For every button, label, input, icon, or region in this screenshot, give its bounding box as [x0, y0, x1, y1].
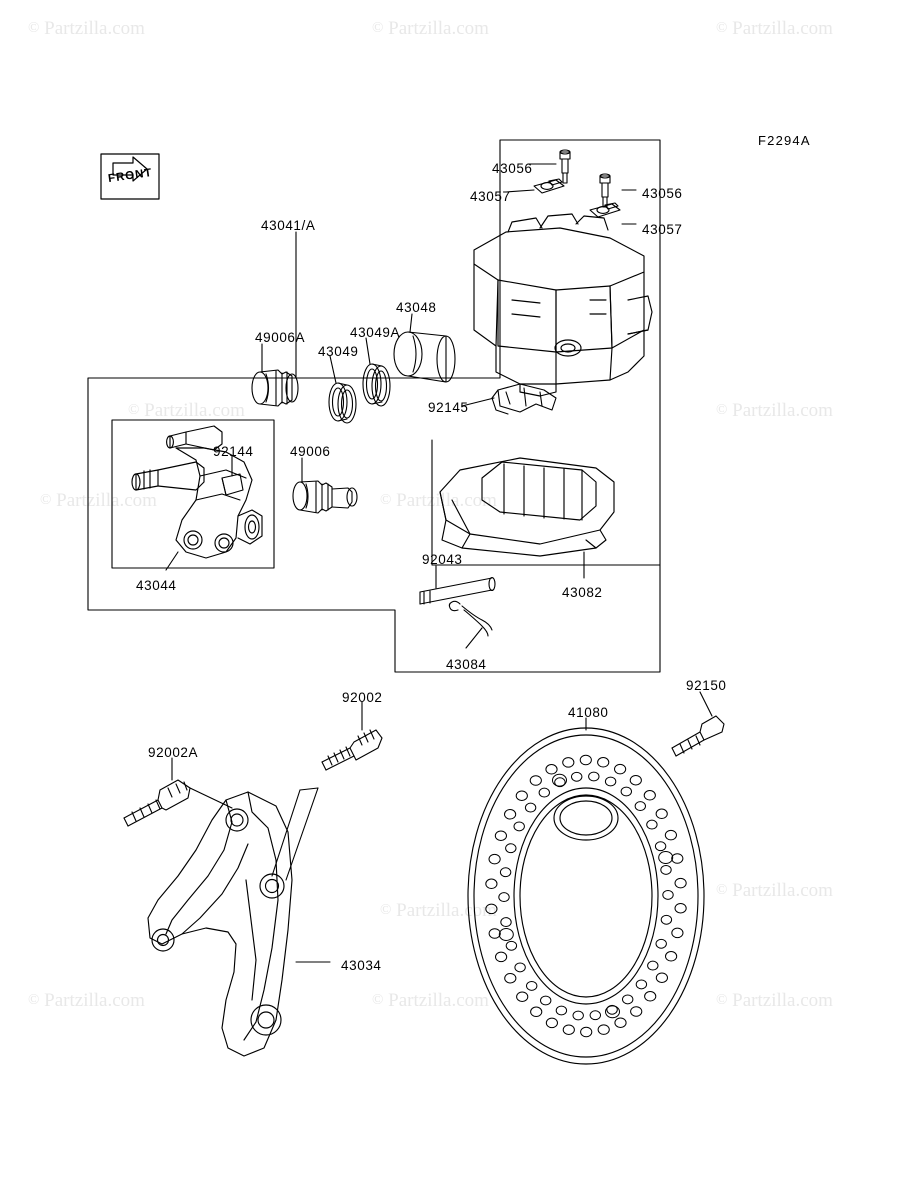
watermark: © Partzilla.com: [716, 990, 833, 1011]
part-number-49006[interactable]: 49006: [290, 444, 331, 459]
diagram-code: F2294A: [758, 133, 811, 148]
part-number-43084[interactable]: 43084: [446, 657, 487, 672]
watermark: © Partzilla.com: [716, 400, 833, 421]
watermark: © Partzilla.com: [40, 490, 157, 511]
part-number-43048[interactable]: 43048: [396, 300, 437, 315]
part-number-92002[interactable]: 92002: [342, 690, 383, 705]
part-number-92002A[interactable]: 92002A: [148, 745, 199, 760]
watermark: © Partzilla.com: [380, 900, 497, 921]
part-number-41080[interactable]: 41080: [568, 705, 609, 720]
part-number-43057[interactable]: 43057: [642, 222, 683, 237]
part-number-43056[interactable]: 43056: [642, 186, 683, 201]
watermark: © Partzilla.com: [372, 18, 489, 39]
part-number-43041-A[interactable]: 43041/A: [261, 218, 316, 233]
part-number-43034[interactable]: 43034: [341, 958, 382, 973]
watermark: © Partzilla.com: [716, 880, 833, 901]
part-number-43049[interactable]: 43049: [318, 344, 359, 359]
part-number-92144[interactable]: 92144: [213, 444, 254, 459]
part-number-92150[interactable]: 92150: [686, 678, 727, 693]
watermark: © Partzilla.com: [380, 490, 497, 511]
watermark: © Partzilla.com: [128, 400, 245, 421]
part-number-92145[interactable]: 92145: [428, 400, 469, 415]
part-number-43057[interactable]: 43057: [470, 189, 511, 204]
part-number-49006A[interactable]: 49006A: [255, 330, 306, 345]
watermark: © Partzilla.com: [28, 990, 145, 1011]
part-number-92043[interactable]: 92043: [422, 552, 463, 567]
part-number-43056[interactable]: 43056: [492, 161, 533, 176]
watermark: © Partzilla.com: [716, 18, 833, 39]
front-direction-label: FRONT: [107, 166, 154, 186]
part-number-43049A[interactable]: 43049A: [350, 325, 401, 340]
watermark: © Partzilla.com: [28, 18, 145, 39]
watermark: © Partzilla.com: [372, 990, 489, 1011]
part-number-43082[interactable]: 43082: [562, 585, 603, 600]
part-number-43044[interactable]: 43044: [136, 578, 177, 593]
